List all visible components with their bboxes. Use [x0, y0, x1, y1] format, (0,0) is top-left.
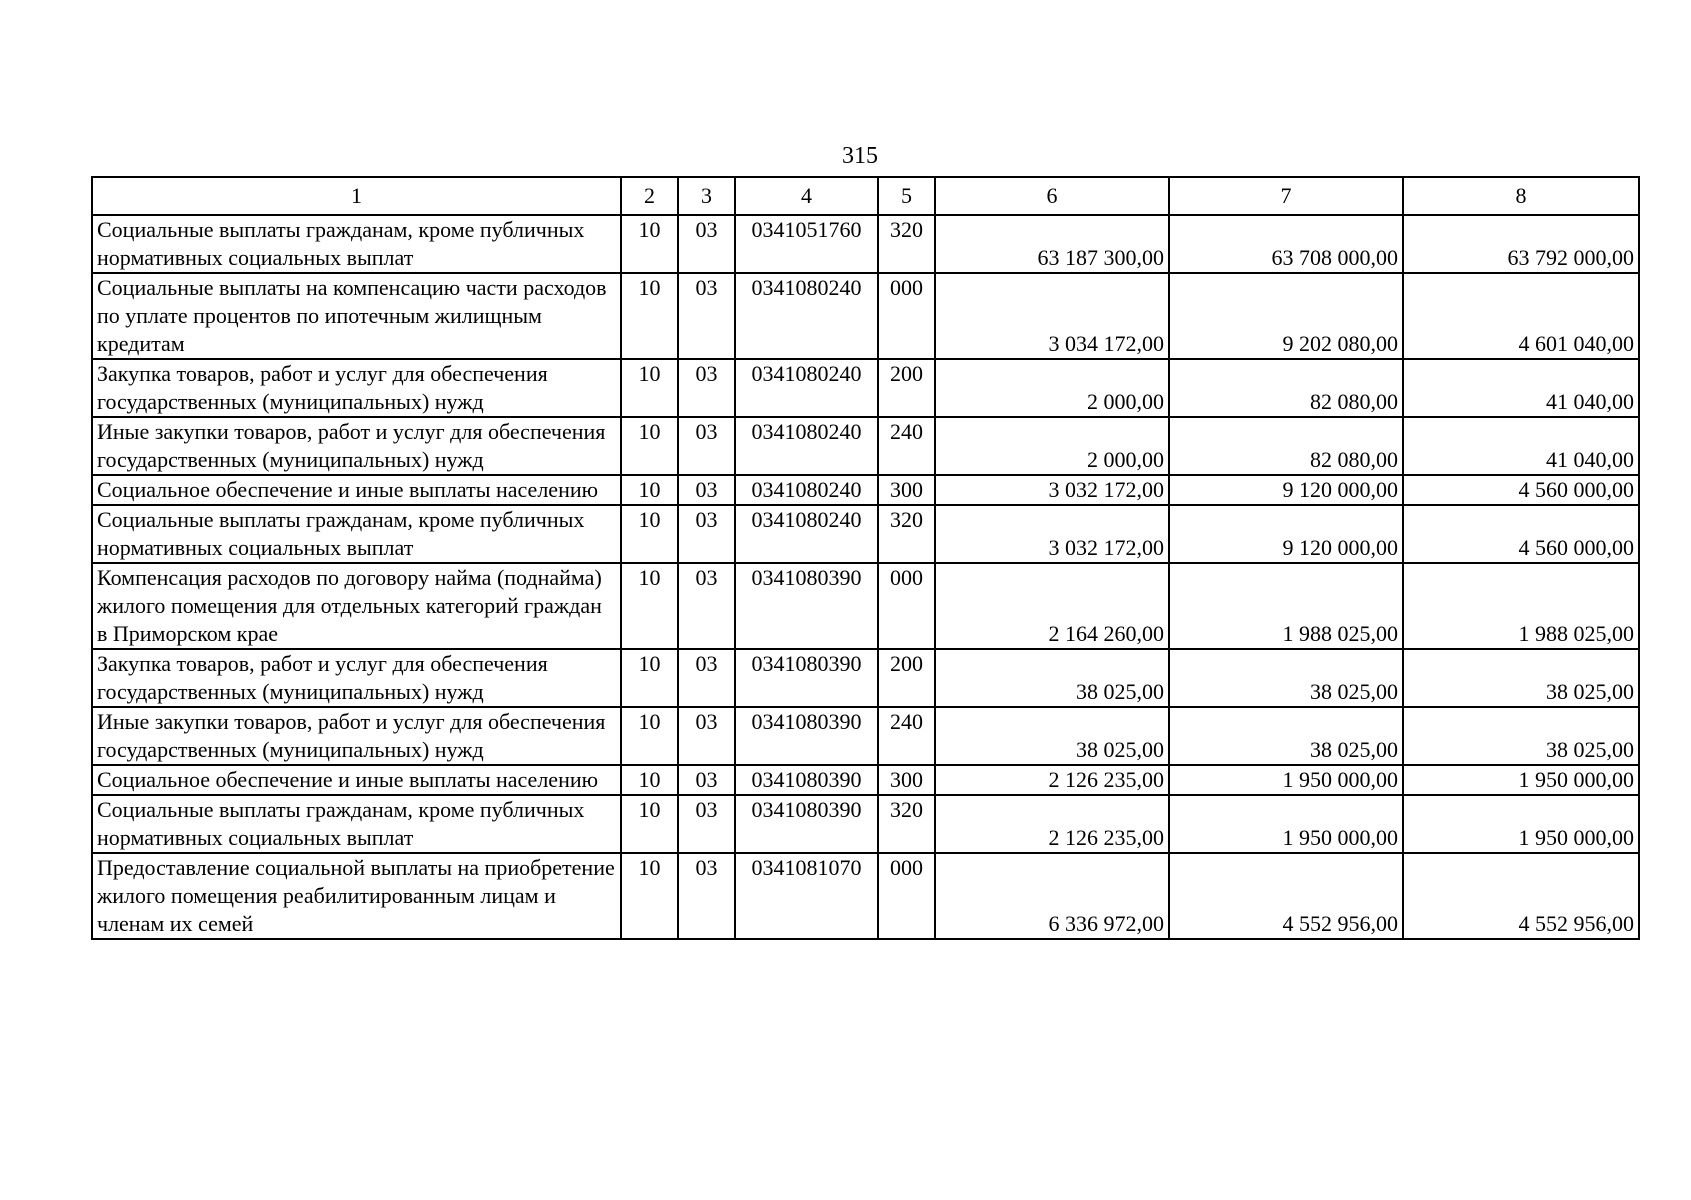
row-amount-col8: 4 552 956,00	[1403, 853, 1639, 939]
row-subsection-code: 03	[678, 649, 735, 707]
row-section-code: 10	[621, 707, 678, 765]
row-subsection-code: 03	[678, 505, 735, 563]
row-expense-type: 320	[878, 215, 935, 273]
header-row	[92, 177, 1639, 215]
row-expense-type: 000	[878, 563, 935, 649]
column-header: 1	[92, 177, 621, 215]
row-subsection-code: 03	[678, 215, 735, 273]
row-amount-col7: 82 080,00	[1169, 359, 1403, 417]
row-amount-col7: 4 552 956,00	[1169, 853, 1403, 939]
table-row	[92, 417, 1639, 475]
column-header: 2	[621, 177, 678, 215]
column-header: 4	[735, 177, 878, 215]
table-row	[92, 795, 1639, 853]
table-row	[92, 215, 1639, 273]
row-amount-col8: 1 950 000,00	[1403, 765, 1639, 795]
row-subsection-code: 03	[678, 475, 735, 505]
column-header: 5	[878, 177, 935, 215]
row-description: Закупка товаров, работ и услуг для обеспечения государственных (муниципальных) нужд	[92, 649, 621, 707]
table-row	[92, 475, 1639, 505]
row-description: Социальные выплаты на компенсацию части расходов по уплате процентов по ипотечным жилищным кредитам	[92, 273, 621, 359]
row-expense-type: 000	[878, 273, 935, 359]
row-target-article: 0341080240	[735, 505, 878, 563]
row-subsection-code: 03	[678, 417, 735, 475]
row-description: Предоставление социальной выплаты на приобретение жилого помещения реабилитированным лицам и членам их семей	[92, 853, 621, 939]
row-amount-col6: 3 032 172,00	[935, 475, 1169, 505]
row-description: Социальные выплаты гражданам, кроме публичных нормативных социальных выплат	[92, 215, 621, 273]
row-amount-col6: 38 025,00	[935, 707, 1169, 765]
row-amount-col7: 1 988 025,00	[1169, 563, 1403, 649]
row-amount-col8: 41 040,00	[1403, 359, 1639, 417]
row-amount-col6: 6 336 972,00	[935, 853, 1169, 939]
row-target-article: 0341080390	[735, 707, 878, 765]
row-section-code: 10	[621, 359, 678, 417]
row-target-article: 0341080240	[735, 417, 878, 475]
row-section-code: 10	[621, 417, 678, 475]
column-header: 8	[1403, 177, 1639, 215]
row-subsection-code: 03	[678, 273, 735, 359]
row-target-article: 0341080390	[735, 563, 878, 649]
row-amount-col7: 63 708 000,00	[1169, 215, 1403, 273]
row-target-article: 0341081070	[735, 853, 878, 939]
row-description: Иные закупки товаров, работ и услуг для обеспечения государственных (муниципальных) нужд	[92, 707, 621, 765]
column-header: 3	[678, 177, 735, 215]
row-target-article: 0341080240	[735, 475, 878, 505]
row-amount-col7: 9 120 000,00	[1169, 505, 1403, 563]
table-row	[92, 273, 1639, 359]
row-expense-type: 240	[878, 417, 935, 475]
table-row	[92, 505, 1639, 563]
row-expense-type: 200	[878, 649, 935, 707]
table-row	[92, 853, 1639, 939]
row-expense-type: 320	[878, 505, 935, 563]
row-description: Социальные выплаты гражданам, кроме публичных нормативных социальных выплат	[92, 505, 621, 563]
row-amount-col8: 1 950 000,00	[1403, 795, 1639, 853]
row-section-code: 10	[621, 649, 678, 707]
row-subsection-code: 03	[678, 765, 735, 795]
row-amount-col8: 4 560 000,00	[1403, 505, 1639, 563]
row-expense-type: 200	[878, 359, 935, 417]
row-amount-col8: 4 560 000,00	[1403, 475, 1639, 505]
row-expense-type: 000	[878, 853, 935, 939]
row-amount-col6: 3 034 172,00	[935, 273, 1169, 359]
row-amount-col8: 1 988 025,00	[1403, 563, 1639, 649]
row-section-code: 10	[621, 505, 678, 563]
row-target-article: 0341051760	[735, 215, 878, 273]
row-expense-type: 320	[878, 795, 935, 853]
row-amount-col8: 38 025,00	[1403, 649, 1639, 707]
row-section-code: 10	[621, 215, 678, 273]
row-expense-type: 240	[878, 707, 935, 765]
row-section-code: 10	[621, 765, 678, 795]
row-target-article: 0341080240	[735, 359, 878, 417]
row-section-code: 10	[621, 795, 678, 853]
row-amount-col6: 2 126 235,00	[935, 795, 1169, 853]
row-target-article: 0341080390	[735, 765, 878, 795]
row-amount-col6: 2 164 260,00	[935, 563, 1169, 649]
row-amount-col7: 1 950 000,00	[1169, 765, 1403, 795]
row-description: Иные закупки товаров, работ и услуг для обеспечения государственных (муниципальных) нужд	[92, 417, 621, 475]
row-description: Социальное обеспечение и иные выплаты населению	[92, 765, 621, 795]
row-section-code: 10	[621, 563, 678, 649]
row-target-article: 0341080390	[735, 649, 878, 707]
row-expense-type: 300	[878, 475, 935, 505]
row-amount-col6: 2 000,00	[935, 359, 1169, 417]
row-amount-col6: 38 025,00	[935, 649, 1169, 707]
row-section-code: 10	[621, 475, 678, 505]
table-row	[92, 765, 1639, 795]
row-amount-col6: 2 000,00	[935, 417, 1169, 475]
row-description: Компенсация расходов по договору найма (поднайма) жилого помещения для отдельных категорий граждан в Приморском крае	[92, 563, 621, 649]
column-header: 7	[1169, 177, 1403, 215]
row-description: Закупка товаров, работ и услуг для обеспечения государственных (муниципальных) нужд	[92, 359, 621, 417]
row-amount-col7: 38 025,00	[1169, 707, 1403, 765]
row-amount-col8: 38 025,00	[1403, 707, 1639, 765]
row-target-article: 0341080240	[735, 273, 878, 359]
row-amount-col7: 9 120 000,00	[1169, 475, 1403, 505]
table-row	[92, 649, 1639, 707]
row-amount-col7: 82 080,00	[1169, 417, 1403, 475]
row-amount-col8: 4 601 040,00	[1403, 273, 1639, 359]
row-description: Социальное обеспечение и иные выплаты населению	[92, 475, 621, 505]
row-subsection-code: 03	[678, 853, 735, 939]
row-amount-col7: 38 025,00	[1169, 649, 1403, 707]
row-amount-col6: 2 126 235,00	[935, 765, 1169, 795]
table-row	[92, 563, 1639, 649]
row-target-article: 0341080390	[735, 795, 878, 853]
row-subsection-code: 03	[678, 707, 735, 765]
row-amount-col7: 9 202 080,00	[1169, 273, 1403, 359]
row-amount-col7: 1 950 000,00	[1169, 795, 1403, 853]
budget-table	[91, 176, 1640, 940]
row-section-code: 10	[621, 853, 678, 939]
page-number: 315	[842, 143, 878, 169]
table-row	[92, 359, 1639, 417]
row-subsection-code: 03	[678, 359, 735, 417]
row-amount-col6: 63 187 300,00	[935, 215, 1169, 273]
row-subsection-code: 03	[678, 795, 735, 853]
row-amount-col8: 41 040,00	[1403, 417, 1639, 475]
row-amount-col6: 3 032 172,00	[935, 505, 1169, 563]
row-subsection-code: 03	[678, 563, 735, 649]
column-header: 6	[935, 177, 1169, 215]
table-row	[92, 707, 1639, 765]
row-section-code: 10	[621, 273, 678, 359]
row-description: Социальные выплаты гражданам, кроме публичных нормативных социальных выплат	[92, 795, 621, 853]
row-expense-type: 300	[878, 765, 935, 795]
row-amount-col8: 63 792 000,00	[1403, 215, 1639, 273]
